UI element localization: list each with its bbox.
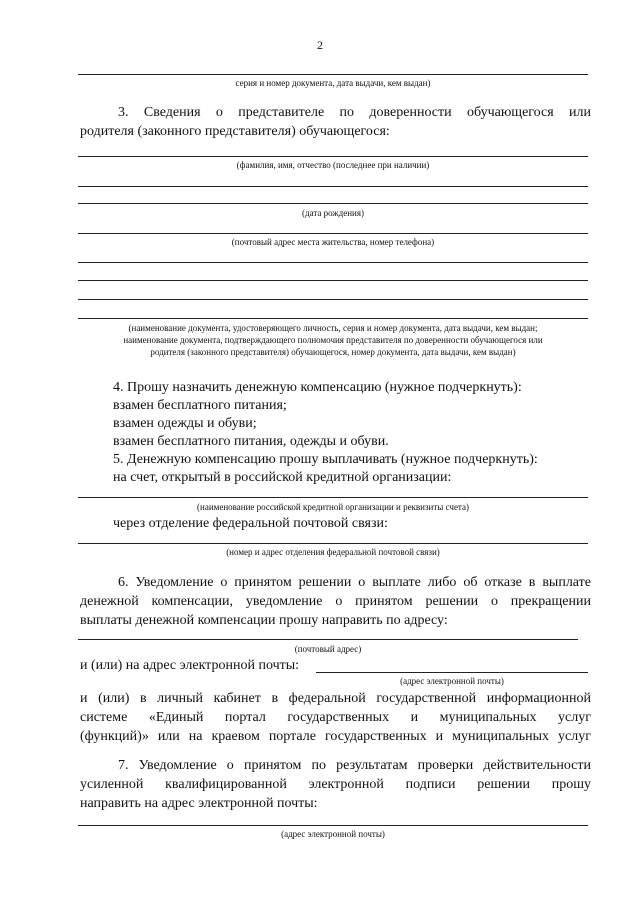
section7-line2: усиленной квалифицированной электронной подписи решении прошу <box>80 777 591 792</box>
section7-line3: направить на адрес электронной почты: <box>80 796 318 811</box>
caption-postal-phone: (почтовый адрес места жительства, номер телефона) <box>231 237 435 247</box>
email-prefix: и (или) на адрес электронной почты: <box>80 658 300 673</box>
section6-cabinet-2: системе «Единый портал государственных и муниципальных услуг <box>80 710 591 725</box>
fio-line <box>78 156 588 157</box>
email-line-1 <box>316 672 588 673</box>
section4-option-3: взамен бесплатного питания, одежды и обуви. <box>113 434 389 449</box>
blank-line <box>78 299 588 300</box>
caption-identity-docs-1: (наименование документа, удостоверяющего личность, серия и номер документа, дата выдачи, кем выдан; <box>128 323 538 333</box>
caption-post-office: (номер и адрес отделения федеральной почтовой связи) <box>226 547 440 557</box>
section4-option-2: взамен одежды и обуви; <box>113 416 257 431</box>
section3-line2: родителя (законного представителя) обучающегося: <box>80 124 390 139</box>
doc-series-line <box>78 74 588 75</box>
caption-email-1: (адрес электронной почты) <box>400 676 504 686</box>
section3-line1: 3. Сведения о представителе по доверенности обучающегося или <box>118 105 591 120</box>
caption-fio: (фамилия, имя, отчество (последнее при наличии) <box>236 160 430 170</box>
section6-line3: выплаты денежной компенсации прошу направить по адресу: <box>80 613 448 628</box>
birth-date-line <box>78 203 588 204</box>
blank-line <box>78 262 588 263</box>
page-number: 2 <box>317 38 323 52</box>
section6-cabinet-1: и (или) в личный кабинет в федеральной государственной информационной <box>80 691 591 706</box>
section5-heading: 5. Денежную компенсацию прошу выплачивать (нужное подчеркнуть): <box>113 452 538 467</box>
section5-option-bank: на счет, открытый в российской кредитной организации: <box>113 470 452 485</box>
caption-email-2: (адрес электронной почты) <box>281 829 385 839</box>
post-office-line <box>78 543 588 544</box>
blank-line <box>78 186 588 187</box>
email-line-2 <box>78 825 588 826</box>
postal-phone-line <box>78 233 588 234</box>
section4-option-1: взамен бесплатного питания; <box>113 398 287 413</box>
section6-cabinet-3: (функций)» или на краевом портале государственных и муниципальных услуг <box>80 729 591 744</box>
caption-identity-docs-3: родителя (законного представителя) обучающегося, номер документа, дата выдачи, кем выдан) <box>150 347 516 357</box>
caption-doc-series: серия и номер документа, дата выдачи, кем выдан) <box>235 78 431 88</box>
section6-line1: 6. Уведомление о принятом решении о выплате либо об отказе в выплате <box>118 575 591 590</box>
caption-bank: (наименование российской кредитной организации и реквизиты счета) <box>197 502 469 512</box>
section6-line2: денежной компенсации, уведомление о принятом решении о прекращении <box>80 594 591 609</box>
section5-option-post: через отделение федеральной почтовой связи: <box>113 516 388 531</box>
blank-line <box>78 280 588 281</box>
caption-identity-docs-2: наименование документа, подтверждающего полномочия представителя по доверенности обучающегося или <box>123 335 543 345</box>
section7-line1: 7. Уведомление о принятом по результатам проверки действительности <box>118 758 591 773</box>
caption-birth-date: (дата рождения) <box>302 208 364 218</box>
postal-address-line <box>78 639 578 640</box>
section4-heading: 4. Прошу назначить денежную компенсацию (нужное подчеркнуть): <box>113 380 522 395</box>
caption-postal-address: (почтовый адрес) <box>294 644 362 654</box>
identity-docs-line <box>78 318 588 319</box>
bank-line <box>78 497 588 498</box>
